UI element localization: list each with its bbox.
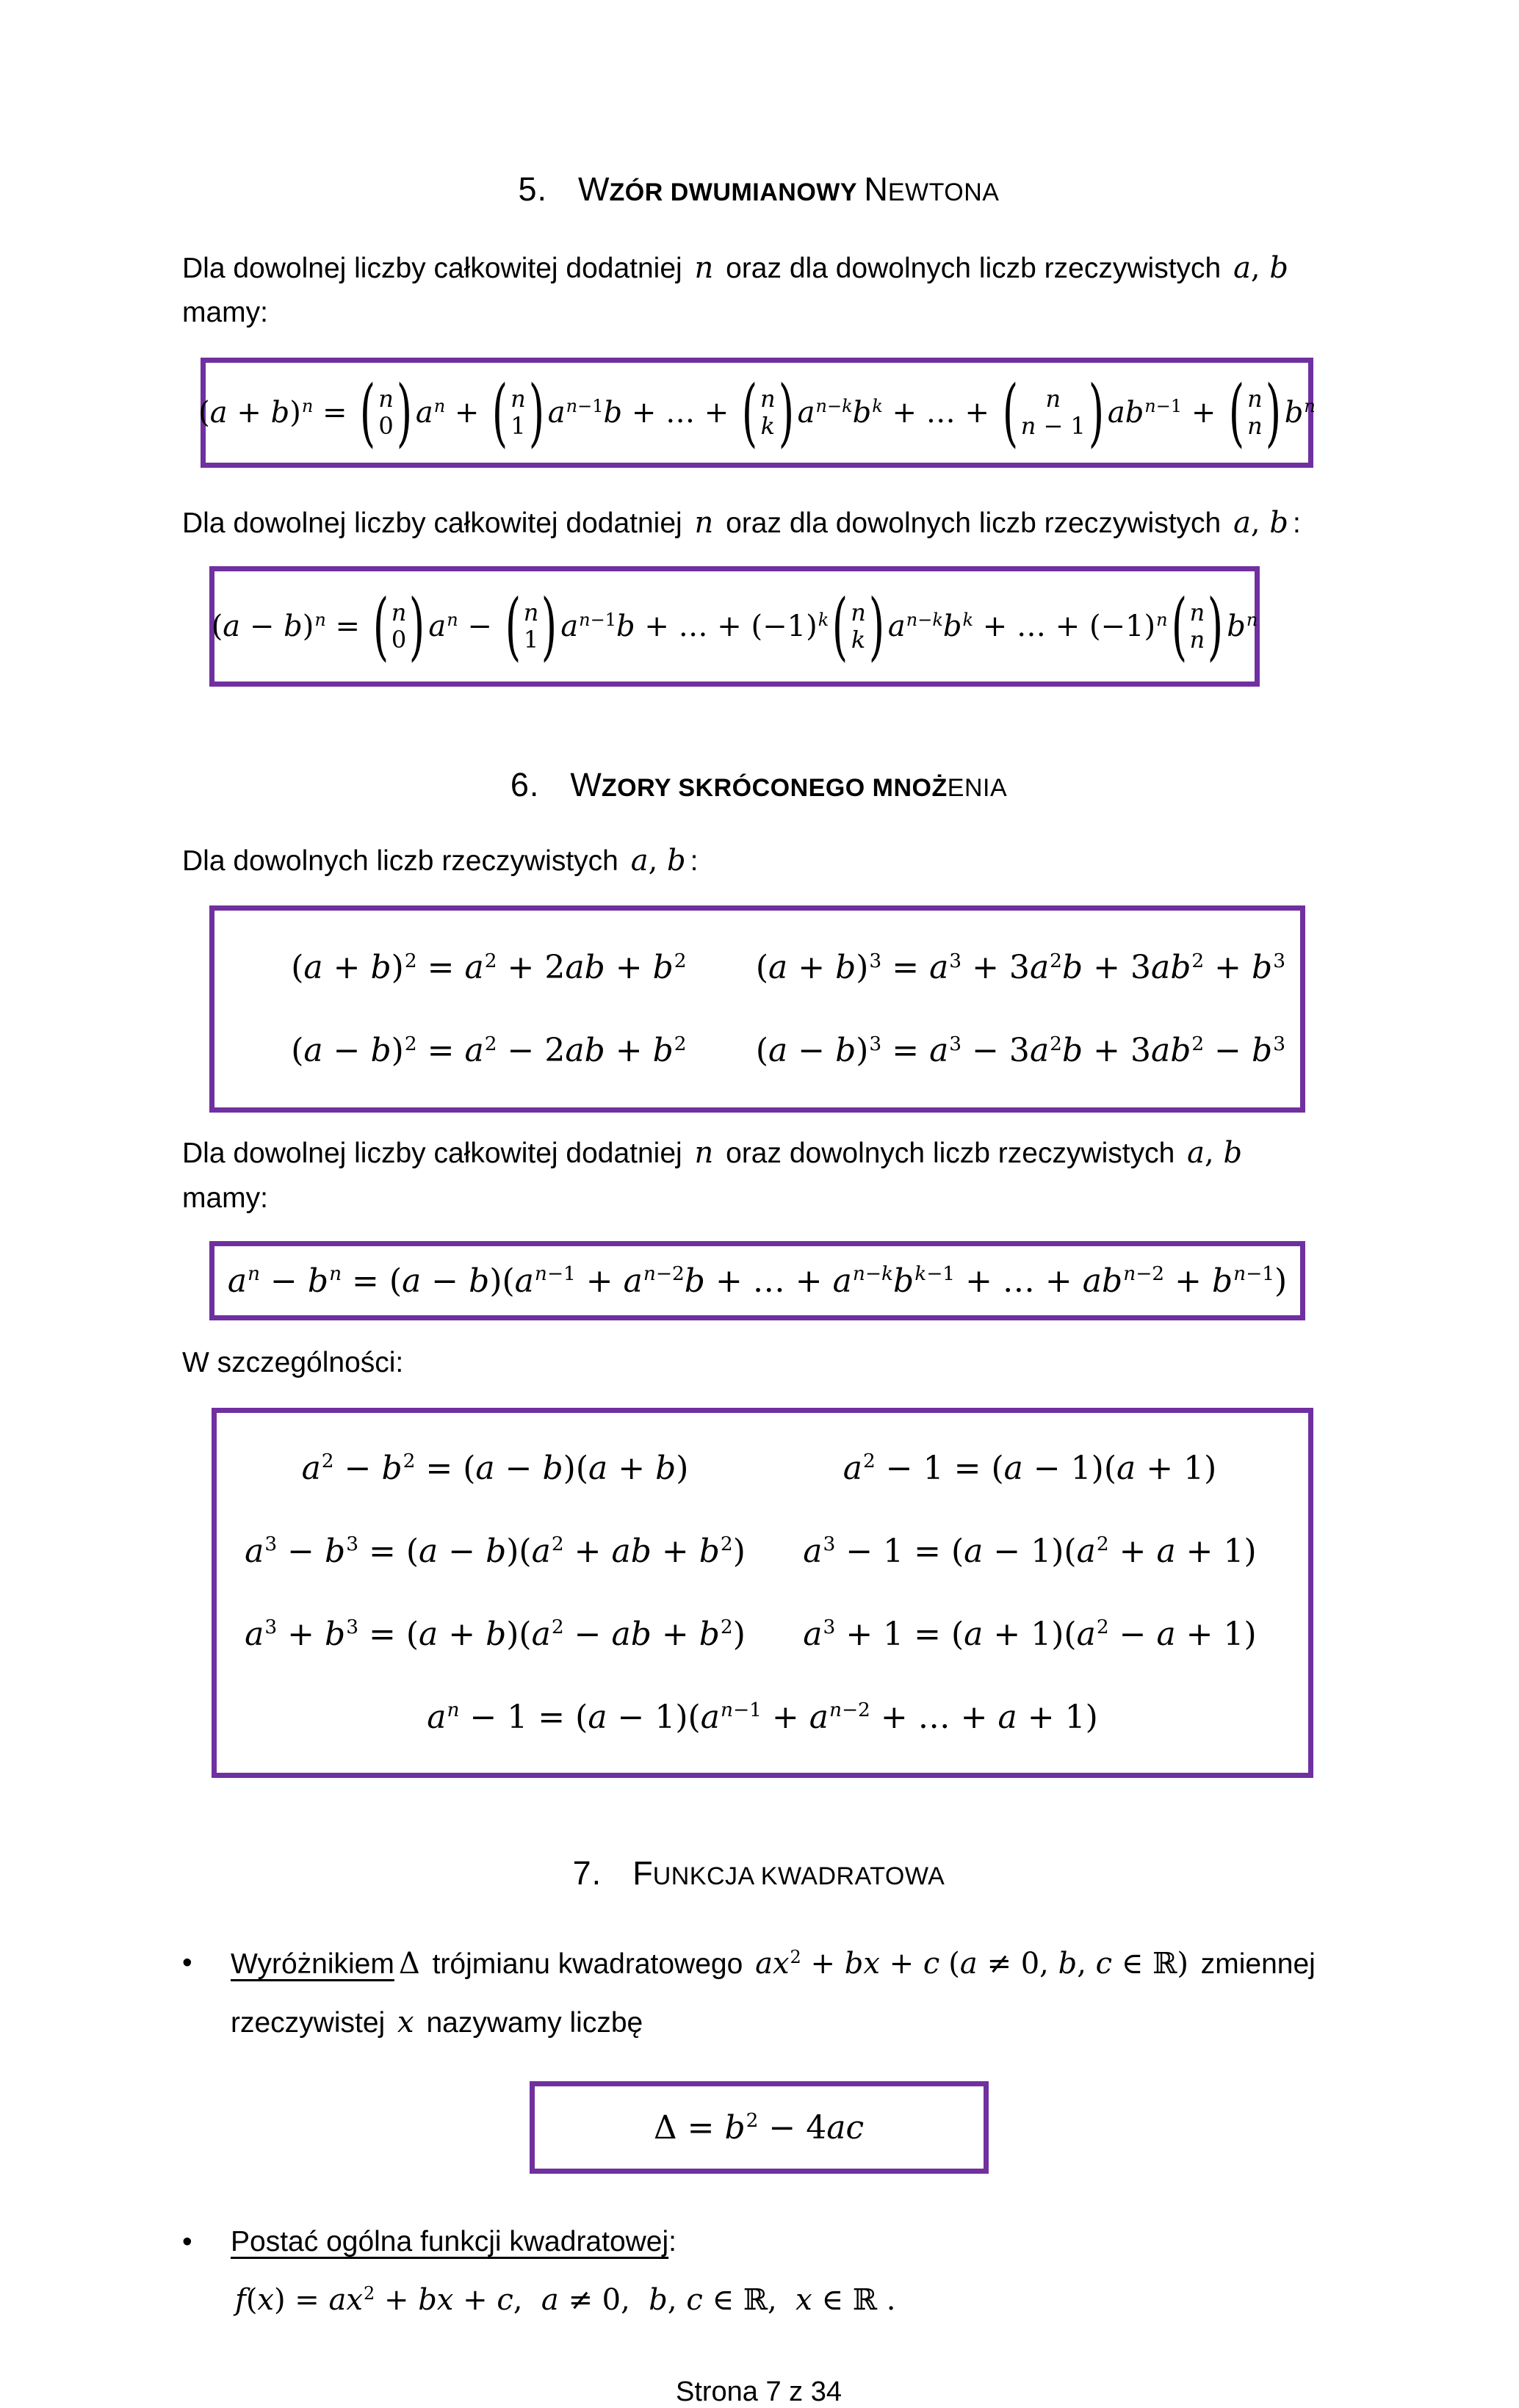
cube-plus-one-formula: $a^3 + 1 = (a + 1)(a^2 - a + 1)$	[803, 1615, 1257, 1653]
section-6-second-paragraph: Dla dowolnej liczby całkowitej dodatniej n oraz dowolnych liczb rzeczywistych a, b mamy:	[182, 1136, 1243, 1214]
difference-of-cubes-formula: $a^3 - b^3 = (a - b)(a^2$ + ab + $b^2$)	[245, 1532, 746, 1570]
section-5-heading: 5. WZÓR DWUMIANOWY NEWTONA	[518, 170, 1000, 208]
formula-box-short-multiplication	[209, 905, 1305, 1113]
section-7-heading: 7. FUNKCJA KWADRATOWA	[572, 1854, 945, 1892]
formula-box-newton-binomial-plus	[198, 358, 1316, 468]
square-of-difference-formula: $(a - b)^2 = a^2 - 2ab + b^2$	[291, 1032, 687, 1070]
discriminant-bullet	[182, 1934, 1335, 2052]
discriminant-formula: $\Delta = b^2 - 4ac$	[653, 2108, 865, 2147]
power-minus-one-formula: $a^n - 1 = (a - 1)(a^{n-1} + a^{n-2}$ + … + a + 1)	[427, 1698, 1098, 1736]
formula-box-difference-of-powers	[209, 1241, 1305, 1320]
bullet-marker: •	[182, 2226, 192, 2258]
page-number: Strona 7 z 34	[675, 2376, 843, 2408]
section-6-intro-paragraph: Dla dowolnych liczb rzeczywistych a, b :	[182, 843, 699, 878]
square-of-sum-formula: $(a + b)^2 = a^2 + 2ab + b^2$	[291, 949, 687, 987]
section-5-intro-paragraph: Dla dowolnej liczby całkowitej dodatniej n oraz dla dowolnych liczb rzeczywistych a, b mamy:	[182, 250, 1288, 329]
general-form-bullet	[182, 2213, 1335, 2329]
in-particular-label: W szczególności:	[182, 1347, 404, 1379]
cube-of-sum-formula: $(a + b)^3 = a^3 + 3a^2b + 3ab^2 + b^3$	[755, 949, 1285, 987]
formula-box-newton-binomial-minus	[209, 566, 1260, 687]
section-6-heading: 6. WZORY SKRÓCONEGO MNOŻENIA	[510, 766, 1008, 804]
newton-binomial-minus-formula: $(a - b)^n$ = ( n 0 ) $a^n$ − ( n 1 ) $a^{n-1}b$ + … + $(-1)^k$ ( n k ) $a^{n-k}b^k$ + … + $(-1)^n$ ( n n ) $b^n$	[211, 583, 1258, 670]
section-5-second-paragraph: Dla dowolnej liczby całkowitej dodatniej n oraz dla dowolnych liczb rzeczywistych a, b :	[182, 505, 1301, 540]
formula-box-factorizations	[212, 1408, 1313, 1778]
square-minus-one-formula: $a^2 - 1 = (a - 1)(a + 1)$	[843, 1449, 1217, 1487]
newton-binomial-plus-formula: $(a + b)^n$ = ( n 0 ) $a^n$ + ( n 1 ) $a^{n-1}b$ + … + ( n k ) $a^{n-k}b^k$ + … + ( n n − 1 ) $ab^{n-1}$ + ( n n ) $b^n$	[198, 369, 1316, 455]
discriminant-bullet-text: Wyróżnikiem Δ trójmianu kwadratowego $ax^2$ + bx + c (a ≠ 0, b, c ∈ ℝ) zmiennej rzeczywistej x nazywamy liczbę	[231, 1946, 1316, 2040]
difference-of-powers-formula: $a^n - b^n = (a - b)(a^{n-1} + a^{n-2}b$ + … + $a^{n-k}b^{k-1}$ + … + $ab^{n-2} + b^{n-1}$)	[227, 1262, 1288, 1300]
difference-of-squares-formula: $a^2 - b^2 = (a - b)(a + b)$	[301, 1449, 689, 1487]
cube-minus-one-formula: $a^3 - 1 = (a - 1)(a^2 + a + 1)$	[803, 1532, 1257, 1570]
formula-box-discriminant	[530, 2081, 989, 2174]
sum-of-cubes-formula: $a^3 + b^3 = (a + b)(a^2$ − ab + $b^2$)	[245, 1615, 746, 1653]
bullet-marker: •	[182, 1947, 192, 1979]
cube-of-difference-formula: $(a - b)^3 = a^3 - 3a^2b + 3ab^2 - b^3$	[755, 1032, 1285, 1070]
general-form-bullet-text: Postać ogólna funkcji kwadratowej: $f(x) = ax^2$ + bx + c, a ≠ 0, b, c ∈ ℝ, x ∈ ℝ .	[231, 2226, 896, 2318]
